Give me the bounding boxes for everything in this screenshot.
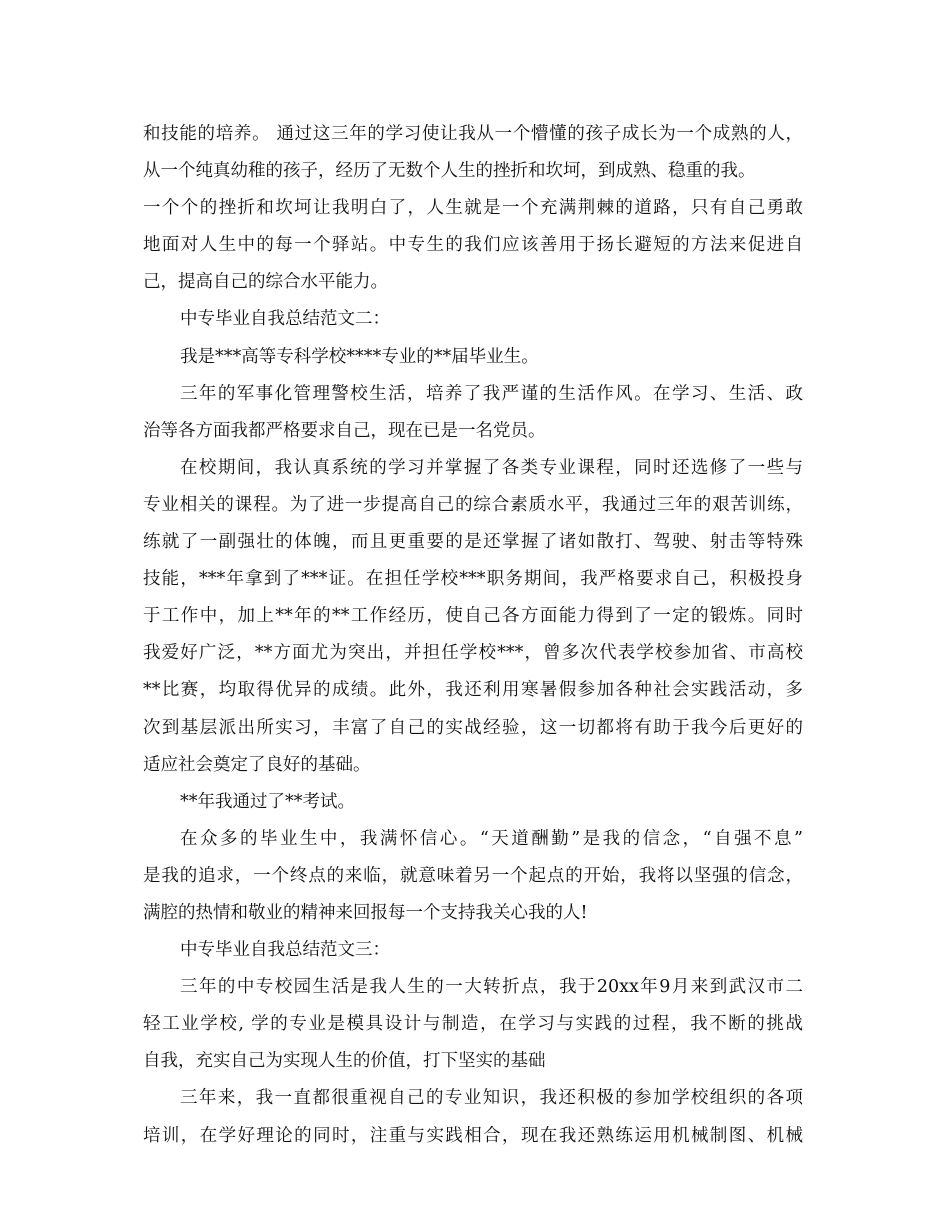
text-line: 中专毕业自我总结范文二： — [180, 309, 390, 330]
text-line: 自我，充实自己为实现人生的价值，打下坚实的基础 — [143, 1051, 546, 1072]
text-line: 练就了一副强壮的体魄，而且更重要的是还掌握了诸如散打、驾驶、射击等特殊 — [143, 532, 803, 553]
text-line: 专业相关的课程。为了进一步提高自己的综合素质水平，我通过三年的艰苦训练， — [143, 494, 803, 515]
text-line: 轻工业学校, 学的专业是模具设计与制造，在学习与实践的过程，我不断的挑战 — [143, 1014, 803, 1035]
text-line: 满腔的热情和敬业的精神来回报每一个支持我关心我的人! — [143, 902, 588, 923]
text-line: 三年来，我一直都很重视自己的专业知识，我还积极的参加学校组织的各项 — [180, 1088, 803, 1109]
text-line: 在校期间，我认真系统的学习并掌握了各类专业课程，同时还选修了一些与 — [180, 457, 803, 478]
text-line: 我爱好广泛，**方面尤为突出，并担任学校***，曾多次代表学校参加省、市高校 — [143, 643, 803, 664]
text-line: 在众多的毕业生中，我满怀信心。“天道酬勤”是我的信念，“自强不息” — [180, 828, 803, 849]
text-line: 次到基层派出所实习，丰富了自己的实战经验，这一切都将有助于我今后更好的 — [143, 717, 803, 738]
text-line: 一个个的挫折和坎坷让我明白了，人生就是一个充满荆棘的道路，只有自己勇敢 — [143, 198, 803, 219]
text-line: 于工作中，加上**年的**工作经历，使自己各方面能力得到了一定的锻炼。同时 — [143, 606, 803, 627]
document-body — [143, 116, 803, 1155]
text-line: 我是***高等专科学校****专业的**届毕业生。 — [180, 346, 539, 367]
text-line: **比赛，均取得优异的成绩。此外，我还利用寒暑假参加各种社会实践活动，多 — [143, 680, 803, 701]
text-line: 己，提高自己的综合水平能力。 — [143, 272, 388, 293]
text-line: 三年的军事化管理警校生活，培养了我严谨的生活作风。在学习、生活、政 — [180, 383, 803, 404]
text-line: 从一个纯真幼稚的孩子，经历了无数个人生的挫折和坎坷，到成熟、稳重的我。 — [143, 161, 756, 182]
text-line: 三年的中专校园生活是我人生的一大转折点，我于20xx年9月来到武汉市二 — [180, 977, 803, 998]
text-line: 中专毕业自我总结范文三： — [180, 940, 390, 961]
text-line: **年我通过了**考试。 — [180, 791, 355, 812]
text-line: 培训，在学好理论的同时，注重与实践相合，现在我还熟练运用机械制图、机械 — [143, 1125, 803, 1146]
text-line: 技能，***年拿到了***证。在担任学校***职务期间，我严格要求自己，积极投身 — [143, 569, 803, 590]
text-line: 治等各方面我都严格要求自己，现在已是一名党员。 — [143, 420, 546, 441]
text-line: 适应社会奠定了良好的基础。 — [143, 754, 371, 775]
text-line: 和技能的培养。 通过这三年的学习使让我从一个懵懂的孩子成长为一个成熟的人， — [143, 124, 803, 144]
text-line: 是我的追求，一个终点的来临，就意味着另一个起点的开始，我将以坚强的信念， — [143, 865, 803, 886]
text-line: 地面对人生中的每一个驿站。中专生的我们应该善用于扬长避短的方法来促进自 — [143, 235, 803, 256]
